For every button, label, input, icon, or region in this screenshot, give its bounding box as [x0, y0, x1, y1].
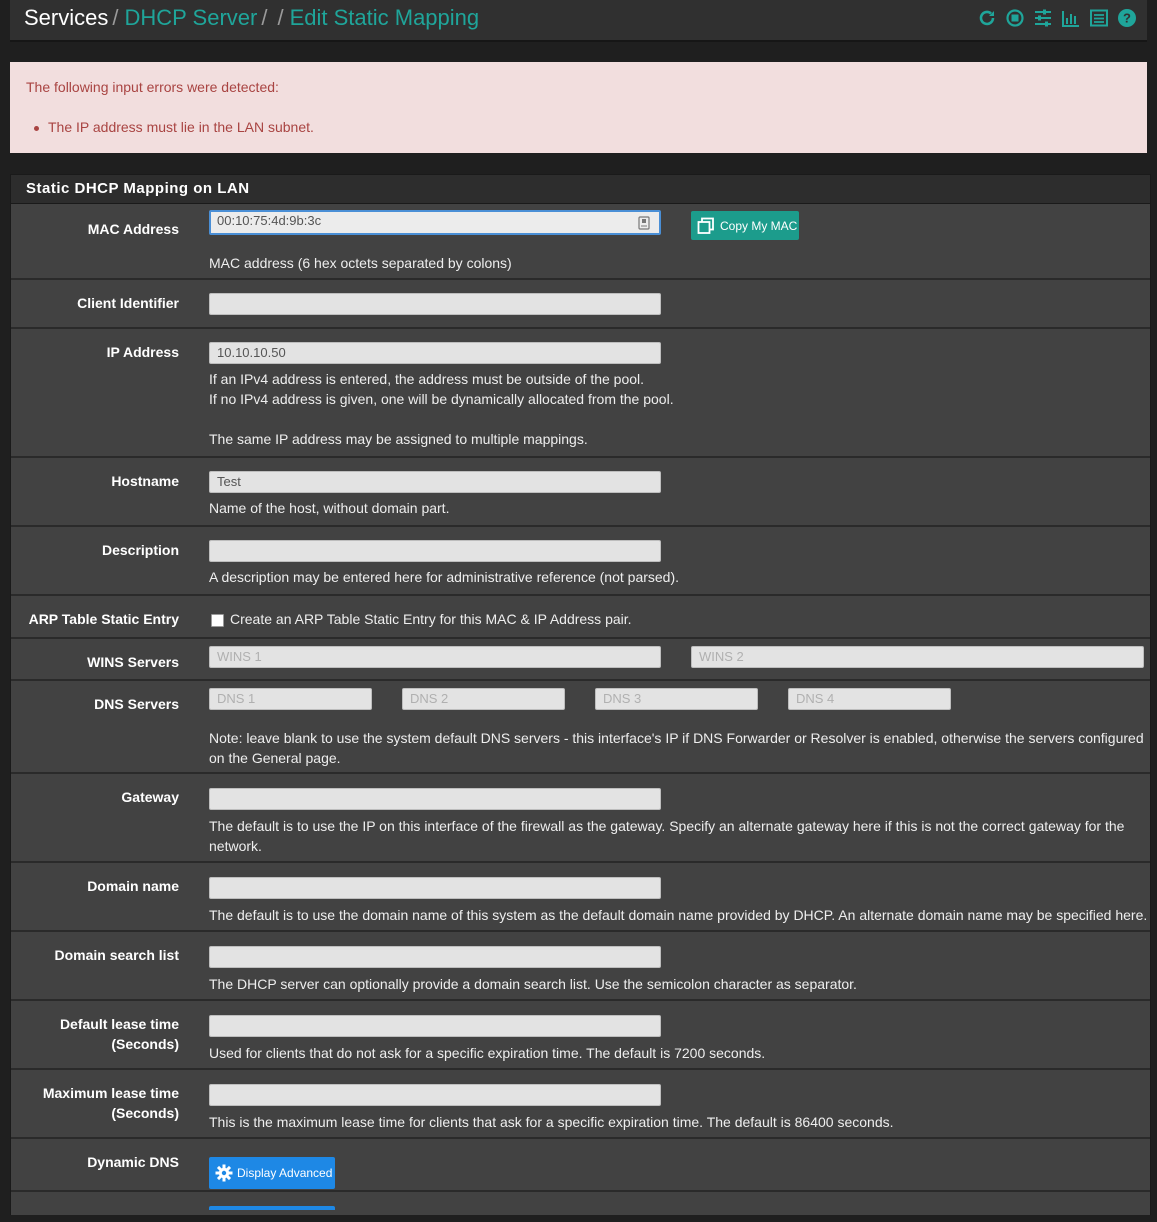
breadcrumb-separator: / — [112, 5, 119, 30]
help-icon[interactable] — [1117, 8, 1137, 28]
wins-server-2-input[interactable]: WINS 2 — [691, 646, 1144, 668]
wins-server-1-input[interactable]: WINS 1 — [209, 646, 661, 668]
autofill-icon[interactable] — [638, 216, 650, 233]
breadcrumb-separator: / — [277, 5, 284, 30]
gateway-help-2: network. — [209, 838, 262, 854]
log-list-icon[interactable] — [1089, 8, 1109, 28]
header-toolbar — [977, 8, 1137, 28]
dns-server-1-input[interactable]: DNS 1 — [209, 688, 372, 710]
domain-name-label: Domain name — [87, 878, 179, 894]
reload-icon[interactable] — [977, 8, 997, 28]
dns-servers-help-1: Note: leave blank to use the system default DNS servers - this interface's IP if DNS Forwarder or Resolver is enabled, otherwise the servers configured — [209, 730, 1144, 746]
display-advanced-label: Display Advanced — [237, 1166, 333, 1180]
domain-search-list-input[interactable] — [209, 946, 661, 968]
row-default-lease-time — [11, 1001, 1150, 1070]
row-dns-servers — [11, 681, 1150, 774]
dynamic-dns-label: Dynamic DNS — [87, 1154, 179, 1170]
gateway-help-1: The default is to use the IP on this interface of the firewall as the gateway. Specify an alternate gateway here if this is not the correct gateway for the — [209, 818, 1125, 834]
gear-icon — [215, 1164, 233, 1182]
maximum-lease-time-label: Maximum lease time — [42, 1085, 179, 1101]
display-advanced-button[interactable] — [209, 1157, 335, 1189]
description-label: Description — [101, 542, 179, 558]
hostname-label: Hostname — [111, 473, 179, 489]
row-arp-static-entry — [11, 596, 1150, 639]
dns-server-2-input[interactable]: DNS 2 — [402, 688, 565, 710]
client-identifier-input[interactable] — [209, 293, 661, 315]
domain-search-list-help: The DHCP server can optionally provide a domain search list. Use the semicolon character as separator. — [209, 976, 857, 992]
copy-my-mac-label: Copy My MAC — [720, 218, 798, 233]
mac-address-input[interactable]: 00:10:75:4d:9b:3c — [209, 210, 661, 235]
alert-error-item: The IP address must lie in the LAN subnet. — [48, 119, 314, 135]
arp-static-entry-checkbox[interactable] — [211, 614, 224, 627]
row-hostname — [11, 458, 1150, 527]
domain-search-list-label: Domain search list — [54, 947, 179, 963]
default-lease-time-label: Default lease time — [59, 1016, 179, 1032]
bar-chart-icon[interactable] — [1061, 8, 1081, 28]
gateway-input[interactable] — [209, 788, 661, 810]
maximum-lease-time-help: This is the maximum lease time for clients that ask for a specific expiration time. The default is 86400 seconds. — [209, 1114, 894, 1130]
copy-icon — [697, 217, 715, 235]
dns-servers-label: DNS Servers — [94, 696, 179, 712]
wins-servers-label: WINS Servers — [87, 654, 179, 670]
dns-server-3-input[interactable]: DNS 3 — [595, 688, 758, 710]
client-identifier-label: Client Identifier — [77, 295, 179, 311]
maximum-lease-time-unit: (Seconds) — [111, 1105, 179, 1121]
breadcrumb-edit-static-mapping-link[interactable]: Edit Static Mapping — [289, 5, 480, 30]
ip-address-help-3: The same IP address may be assigned to multiple mappings. — [209, 431, 588, 447]
sliders-icon[interactable] — [1033, 8, 1053, 28]
page-header — [10, 0, 1147, 42]
domain-name-help: The default is to use the domain name of this system as the default domain name provided by DHCP. An alternate domain name may be specified here. — [209, 907, 1148, 923]
arp-static-entry-label: ARP Table Static Entry — [28, 611, 179, 627]
description-help: A description may be entered here for administrative reference (not parsed). — [209, 569, 680, 585]
hostname-input[interactable]: Test — [209, 471, 661, 493]
svg-text:?: ? — [1123, 10, 1131, 26]
default-lease-time-help: Used for clients that do not ask for a specific expiration time. The default is 7200 seconds. — [209, 1045, 766, 1061]
panel-title: Static DHCP Mapping on LAN — [11, 175, 1150, 204]
dns-servers-help-2: on the General page. — [209, 750, 341, 766]
maximum-lease-time-input[interactable] — [209, 1084, 661, 1106]
breadcrumb — [24, 5, 479, 31]
ip-address-help-1: If an IPv4 address is entered, the address must be outside of the pool. — [209, 371, 645, 387]
ip-address-input[interactable]: 10.10.10.50 — [209, 342, 661, 364]
row-mac-address — [11, 204, 1150, 280]
ip-address-help-2: If no IPv4 address is given, one will be dynamically allocated from the pool. — [209, 391, 674, 407]
ip-address-label: IP Address — [106, 344, 179, 360]
default-lease-time-unit: (Seconds) — [111, 1036, 179, 1052]
breadcrumb-services: Services — [24, 5, 109, 30]
copy-my-mac-button[interactable] — [691, 211, 799, 240]
breadcrumb-dhcp-server-link[interactable]: DHCP Server — [124, 5, 258, 30]
domain-name-input[interactable] — [209, 877, 661, 899]
alert-title: The following input errors were detected: — [26, 79, 279, 95]
row-maximum-lease-time — [11, 1070, 1150, 1139]
dns-server-4-input[interactable]: DNS 4 — [788, 688, 951, 710]
row-ip-address — [11, 329, 1150, 458]
stop-circle-icon[interactable] — [1005, 8, 1025, 28]
row-gateway — [11, 774, 1150, 863]
mac-address-help: MAC address (6 hex octets separated by colons) — [209, 255, 512, 271]
arp-static-entry-text: Create an ARP Table Static Entry for this MAC & IP Address pair. — [230, 611, 632, 627]
row-domain-search-list — [11, 932, 1150, 1001]
row-dynamic-dns — [11, 1139, 1150, 1192]
default-lease-time-input[interactable] — [209, 1015, 661, 1037]
row-client-identifier — [11, 280, 1150, 329]
row-description — [11, 527, 1150, 596]
input-error-alert — [10, 62, 1147, 153]
alert-error-list — [48, 119, 314, 135]
row-domain-name — [11, 863, 1150, 932]
row-wins-servers — [11, 639, 1150, 681]
breadcrumb-separator: / — [261, 5, 268, 30]
row-next-partial — [11, 1192, 1150, 1222]
gateway-label: Gateway — [121, 789, 179, 805]
static-mapping-panel — [10, 174, 1151, 1215]
description-input[interactable] — [209, 540, 661, 562]
hostname-help: Name of the host, without domain part. — [209, 500, 450, 516]
mac-address-label: MAC Address — [87, 221, 179, 237]
